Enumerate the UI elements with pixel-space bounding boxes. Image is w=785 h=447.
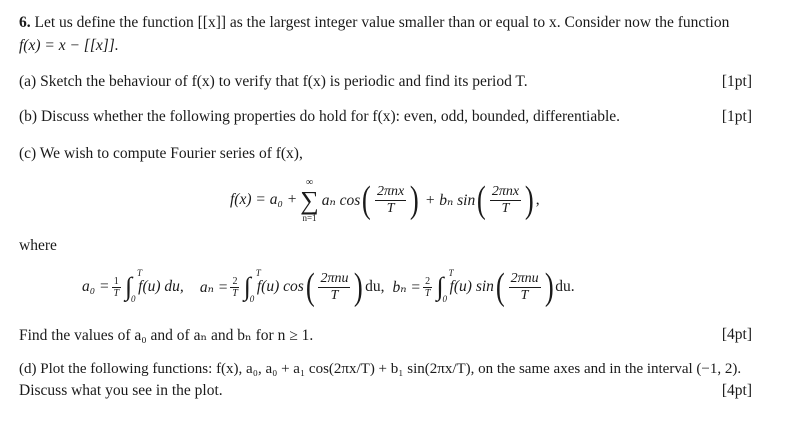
bn-integrand: f(u) sin bbox=[449, 278, 494, 295]
problem-intro-line1 bbox=[19, 14, 729, 32]
an-argument: $\frac{\text{2πnu}}{T}$ bbox=[320, 271, 349, 303]
problem-number: 6. bbox=[19, 14, 31, 31]
coefficient-formulas: a₀ = $\frac{1}{T}$ ∫ T 0 f(u) du, aₙ = $\frac{2}{T}$ ∫ T 0 f(u) cos ( $\frac{\text{2πnu}}{T}$ ) du, bₙ = $\frac{2}{T}$ ∫ T 0 f(u) sin ( $\frac{\text{2πnu}}{T}$ ) du. bbox=[82, 266, 575, 308]
a0-fraction: $\frac{1}{T}$ bbox=[113, 275, 120, 299]
bn-argument: $\frac{\text{2πnu}}{T}$ bbox=[510, 271, 539, 303]
function-definition: f(x) = x − [[x]]. bbox=[19, 37, 119, 54]
an-cos-term: aₙ cos bbox=[321, 191, 361, 209]
part-b-text: (b) Discuss whether the following properties do hold for f(x): even, odd, bounded, differentiable. bbox=[19, 108, 621, 125]
sum-sign: ∑ bbox=[300, 185, 319, 215]
fourier-lhs: f(x) = a₀ + bbox=[230, 191, 298, 208]
formula-end-comma: , bbox=[535, 191, 540, 208]
part-d-points: [4pt] bbox=[721, 382, 752, 399]
an-fraction: $\frac{2}{T}$ bbox=[232, 275, 238, 299]
fourier-series-formula: f(x) = a₀ + ∞ ∑ n=1 aₙ cos ( $\frac{\text{2πnx}}{T}$ ) + bₙ sin ( $\frac{\text{2πnx}}{T}$ ) , bbox=[230, 176, 540, 223]
sum-lower-limit: n=1 bbox=[302, 212, 317, 223]
part-b-points: [1pt] bbox=[721, 108, 752, 125]
an-integral: ∫ T 0 bbox=[243, 268, 261, 304]
a0-integral: ∫ T 0 bbox=[125, 268, 143, 304]
part-c-text: (c) We wish to compute Fourier series of f(x), bbox=[19, 145, 303, 162]
find-values-text: Find the values of a₀ and of aₙ and bₙ for n ≥ 1. bbox=[19, 327, 314, 344]
bn-sin-term: + bₙ sin bbox=[424, 191, 476, 209]
bn-lhs: bₙ = bbox=[392, 278, 421, 296]
sum-upper-limit: ∞ bbox=[305, 176, 314, 188]
cos-argument: $\frac{\text{2πnx}}{T}$ bbox=[376, 184, 405, 216]
part-d-line2: Discuss what you see in the plot. bbox=[19, 382, 223, 399]
sin-argument: $\frac{\text{2πnx}}{T}$ bbox=[491, 184, 520, 216]
where-label: where bbox=[19, 237, 57, 254]
bn-integral: ∫ T 0 bbox=[436, 268, 454, 304]
an-lhs: aₙ = bbox=[199, 278, 229, 296]
an-du: du, bbox=[365, 278, 385, 295]
intro-text: Let us define the function [[x]] as the largest integer value smaller than or equal to x. Consider now the function bbox=[30, 14, 730, 31]
summation-symbol bbox=[300, 178, 319, 223]
an-integrand: f(u) cos bbox=[256, 278, 304, 295]
bn-du: du. bbox=[555, 278, 575, 295]
a0-integrand: f(u) du, bbox=[138, 278, 184, 295]
problem-intro-line2 bbox=[19, 37, 119, 55]
bn-fraction: $\frac{2}{T}$ bbox=[424, 275, 431, 299]
part-a-text: (a) Sketch the behaviour of f(x) to verify that f(x) is periodic and find its period T. bbox=[19, 73, 528, 90]
a0-lhs: a₀ = bbox=[82, 278, 110, 295]
find-values-points: [4pt] bbox=[721, 326, 752, 343]
part-d-line1: (d) Plot the following functions: f(x), a₀, a₀ + a₁ cos(2πx/T) + b₁ sin(2πx/T), on the same axes and in the interval (−1, 2). bbox=[19, 361, 742, 377]
part-a-points: [1pt] bbox=[721, 73, 752, 90]
